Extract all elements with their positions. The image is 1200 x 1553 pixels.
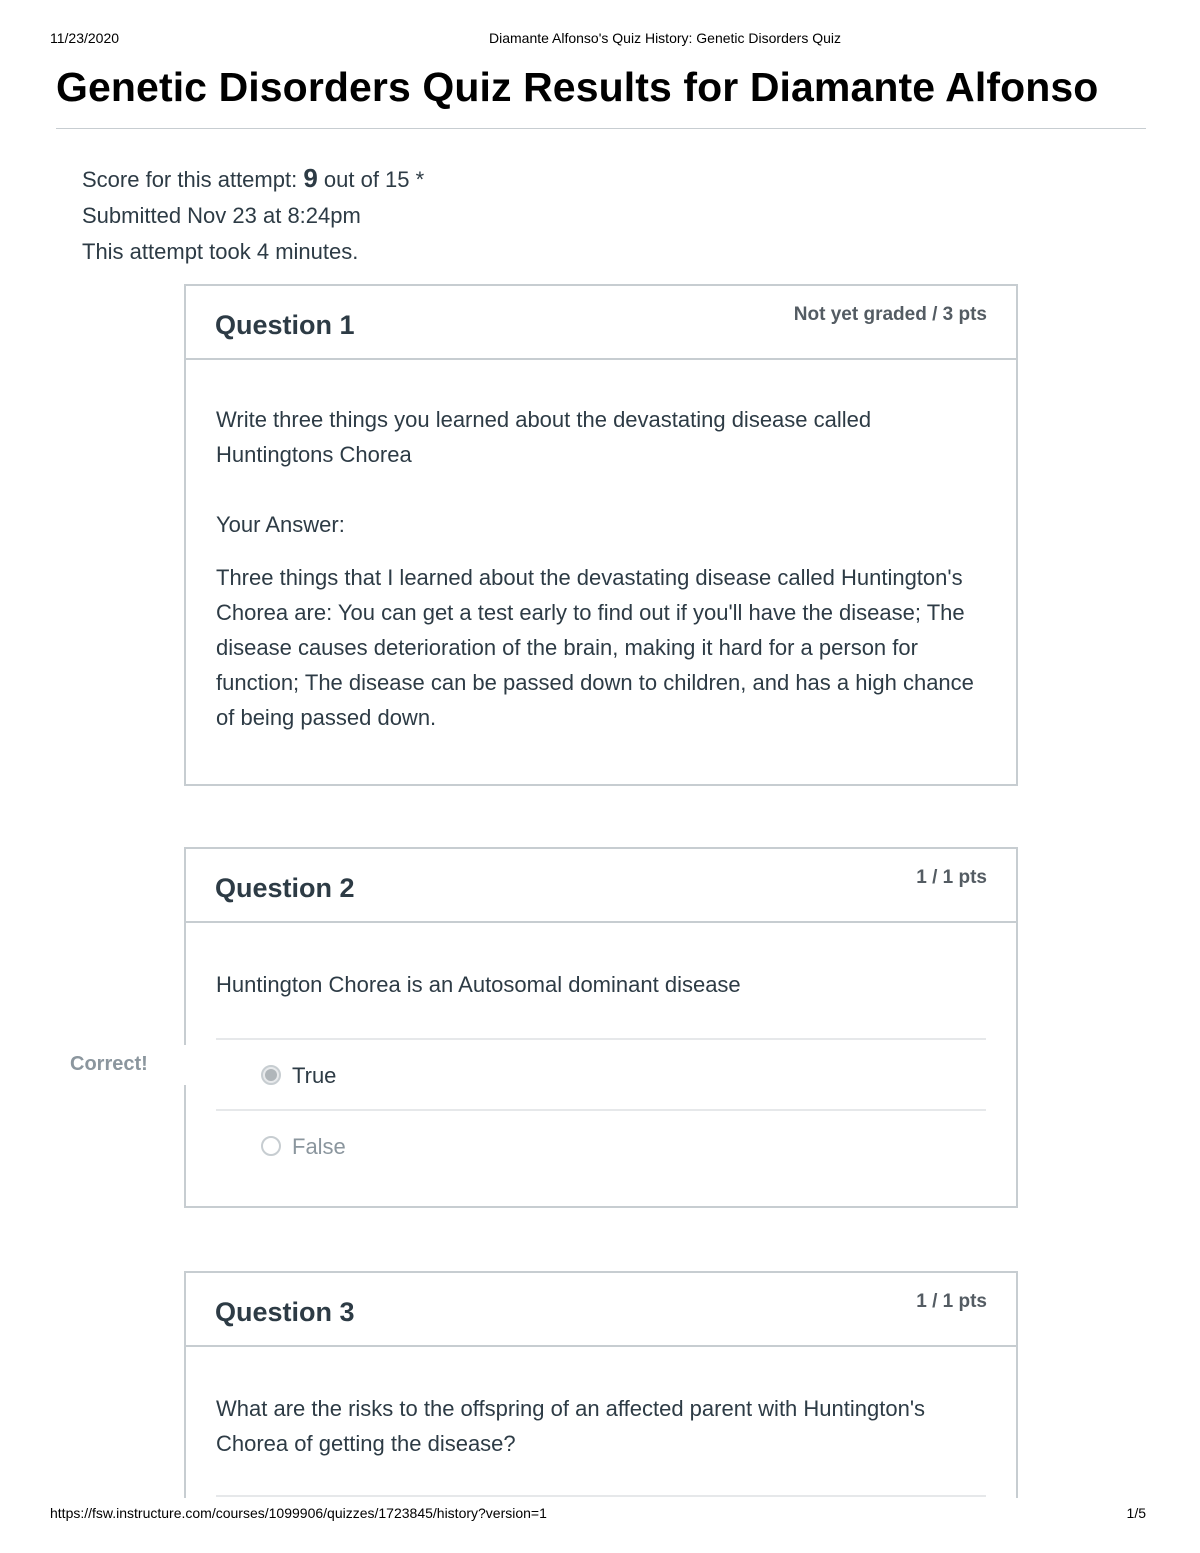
question-points: 1 / 1 pts: [916, 1291, 987, 1312]
question-body: [186, 1391, 1016, 1497]
print-footer: [50, 1505, 1146, 1525]
answer-option-false[interactable]: [216, 1109, 986, 1180]
radio-selected-icon[interactable]: [261, 1065, 281, 1085]
question-card-2: [184, 847, 1018, 1208]
score-prefix: Score for this attempt:: [82, 167, 304, 192]
question-card-3: [184, 1271, 1018, 1511]
score-suffix: out of 15 *: [317, 167, 425, 192]
answer-divider: [216, 1495, 986, 1497]
question-title: Question 2: [215, 873, 355, 903]
print-header: [50, 30, 1146, 50]
question-title: Question 3: [215, 1297, 355, 1327]
question-prompt: What are the risks to the offspring of an affected parent with Huntington's Chorea of getting the disease?: [216, 1396, 926, 1456]
print-date: 11/23/2020: [50, 30, 120, 46]
question-body: [186, 967, 1016, 1180]
question-points: Not yet graded / 3 pts: [793, 304, 987, 325]
question-points: 1 / 1 pts: [916, 867, 987, 888]
question-prompt: Write three things you learned about the devastating disease called Huntingtons Chorea: [216, 407, 872, 467]
essay-answer-text: Three things that I learned about the devastating disease called Huntington's Chorea are: You can get a test early to find out if you'll have the disease; The disease causes deterioration of the brain, making it hard for a person for function; The disease can be passed down to children, and has a high chance of being passed down.: [216, 565, 974, 730]
question-body: [186, 402, 1016, 735]
title-divider: [56, 128, 1146, 129]
answer-option-label: False: [292, 1134, 346, 1159]
score-value: 9: [303, 163, 318, 193]
answer-options: [216, 1038, 986, 1180]
score-line: [82, 160, 424, 198]
question-header: [186, 1273, 1016, 1347]
answer-option-label: True: [292, 1063, 337, 1088]
answer-option-true[interactable]: [216, 1038, 986, 1109]
question-header: [186, 286, 1016, 360]
question-title: Question 1: [215, 310, 355, 340]
submitted-line: Submitted Nov 23 at 8:24pm: [82, 203, 361, 228]
page-title: Genetic Disorders Quiz Results for Diamante Alfonso: [56, 64, 1099, 110]
page-number: 1/5: [1126, 1505, 1146, 1521]
question-header: [186, 849, 1016, 923]
print-url: https://fsw.instructure.com/courses/1099906/quizzes/1723845/history?version=1: [50, 1505, 547, 1521]
radio-empty-icon[interactable]: [261, 1136, 281, 1156]
correct-answer-flag: Correct!: [56, 1045, 186, 1085]
question-card-1: [184, 284, 1018, 786]
question-prompt: Huntington Chorea is an Autosomal dominant disease: [216, 972, 741, 997]
attempt-summary: [82, 160, 424, 270]
duration-line: This attempt took 4 minutes.: [82, 239, 359, 264]
print-document-title: Diamante Alfonso's Quiz History: Genetic Disorders Quiz: [488, 30, 842, 46]
your-answer-label: Your Answer:: [216, 512, 345, 537]
